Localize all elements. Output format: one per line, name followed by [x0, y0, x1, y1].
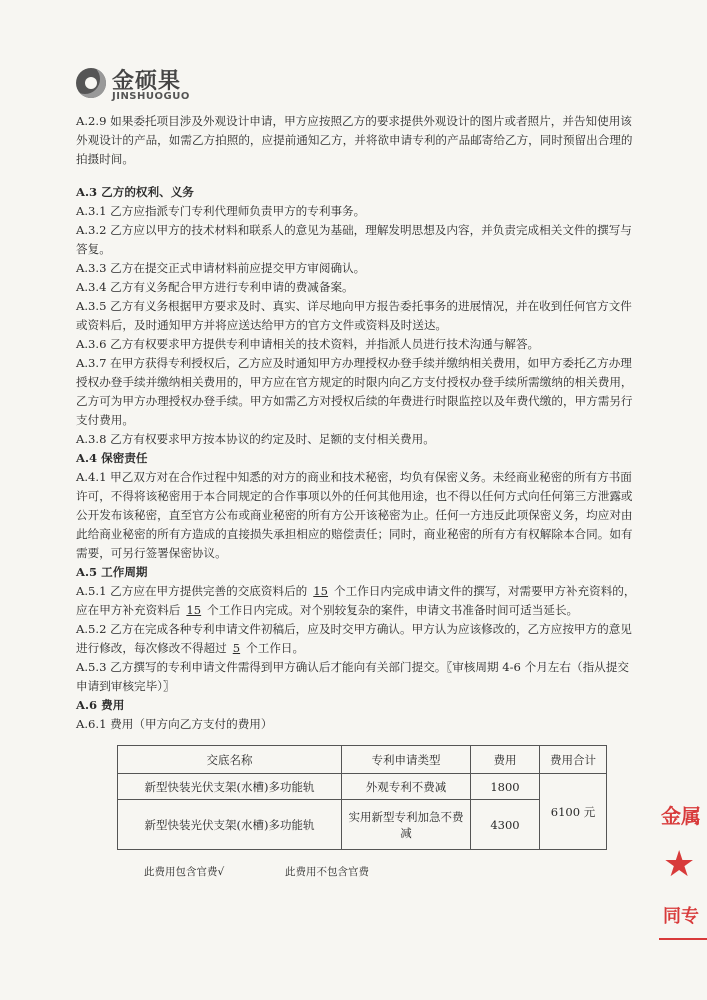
note-includes-official-fee: 此费用包含官费√ [144, 866, 225, 878]
table-header: 交底名称 [118, 746, 342, 774]
table-header: 费用 [471, 746, 540, 774]
table-header: 费用合计 [540, 746, 607, 774]
table-cell: 实用新型专利加急不费减 [342, 800, 471, 850]
clause-a34: A.3.4 乙方有义务配合甲方进行专利申请的费减备案。 [76, 280, 354, 294]
clause-a29: A.2.9 如果委托项目涉及外观设计申请，甲方应按照乙方的要求提供外观设计的图片或者照片，并告知使用该外观设计的产品，如需乙方拍照的，应提前通知乙方，并将欲申请专利的产品邮寄给乙方，同时预留出合理的拍摄时间。 [76, 114, 633, 166]
table-cell: 外观专利不费减 [342, 774, 471, 800]
seal-star-icon: ★ [663, 844, 696, 885]
clause-a53: A.5.3 乙方撰写的专利申请文件需得到甲方确认后才能向有关部门提交。〖审核周期 4-6 个月左右（指从提交申请到审核完毕）〗 [76, 660, 629, 693]
clause-a31: A.3.1 乙方应指派专门专利代理师负责甲方的专利事务。 [76, 204, 366, 218]
clause-a52: A.5.2 乙方在完成各种专利申请文件初稿后，应及时交甲方确认。甲方认为应该修改的，乙方应按甲方的意见进行修改，每次修改不得超过 5 个工作日。 [76, 622, 632, 655]
clause-a41: A.4.1 甲乙双方对在合作过程中知悉的对方的商业和技术秘密，均负有保密义务。未经商业秘密的所有方书面许可，不得将该秘密用于本合同规定的合作事项以外的任何其他用途，也不得以任何方式向任何第三方泄露或公开发布该秘密，直至官方公布或商业秘密的所有方公开该秘密为止。任何一方违反此项保密义务，均应对由此给商业秘密的所有方造成的直接损失承担相应的赔偿责任；同时，商业秘密的所有方有权解除本合同。如有需要，可另行签署保密协议。 [76, 470, 633, 560]
table-header-row [118, 746, 607, 774]
days-field-1: 15 [313, 584, 329, 598]
fee-table [117, 745, 607, 850]
table-cell: 1800 [471, 774, 540, 800]
clause-a61: A.6.1 费用（甲方向乙方支付的费用） [76, 717, 273, 731]
company-seal [659, 800, 707, 950]
section-a4-heading: A.4 保密责任 [76, 451, 148, 465]
seal-text-top: 金属 [661, 804, 701, 828]
logo-mark-icon [76, 68, 106, 98]
table-cell: 4300 [471, 800, 540, 850]
logo-english-name: JINSHUOGUO [112, 91, 190, 102]
table-row [118, 774, 607, 800]
note-excludes-official-fee: 此费用不包含官费 [285, 866, 369, 878]
clause-a32: A.3.2 乙方应以甲方的技术材料和联系人的意见为基础，理解发明思想及内容，并负责完成相关文件的撰写与答复。 [76, 223, 632, 256]
days-field-2: 15 [186, 603, 202, 617]
clause-a38: A.3.8 乙方有权要求甲方按本协议的约定及时、足额的支付相关费用。 [76, 432, 435, 446]
clause-a36: A.3.6 乙方有权要求甲方提供专利申请相关的技术资料，并指派人员进行技术沟通与解答。 [76, 337, 540, 351]
clause-a33: A.3.3 乙方在提交正式申请材料前应提交甲方审阅确认。 [76, 261, 366, 275]
section-a5-heading: A.5 工作周期 [76, 565, 148, 579]
company-logo [76, 64, 246, 108]
contract-body [76, 112, 636, 734]
seal-text-bottom: 同专 [663, 906, 699, 927]
days-field-3: 5 [232, 641, 241, 655]
table-header: 专利申请类型 [342, 746, 471, 774]
table-row [118, 800, 607, 850]
section-a3-heading: A.3 乙方的权利、义务 [76, 185, 194, 199]
fee-total-cell: 6100 元 [540, 774, 607, 850]
clause-a51: A.5.1 乙方应在甲方提供完善的交底资料后的 15 个工作日内完成申请文件的撰写，对需要甲方补充资料的，应在甲方补充资料后 15 个工作日内完成。对个别较复杂的案件，申请文书准备时间可适当延长。 [76, 584, 636, 617]
seal-border [659, 938, 707, 940]
logo-chinese-name: 金硕果 [112, 69, 182, 94]
section-a6-heading: A.6 费用 [76, 698, 125, 712]
clause-a35: A.3.5 乙方有义务根据甲方要求及时、真实、详尽地向甲方报告委托事务的进展情况，并在收到任何官方文件或资料后，及时通知甲方并将应送达给甲方的官方文件或资料及时送达。 [76, 299, 632, 332]
table-cell: 新型快装光伏支架(水槽)多功能轨 [118, 800, 342, 850]
clause-a37: A.3.7 在甲方获得专利授权后，乙方应及时通知甲方办理授权办登手续并缴纳相关费用，如甲方委托乙方办理授权办登手续并缴纳相关费用的，甲方应在官方规定的时限内向乙方支付授权办登手续所需缴纳的相关费用，乙方可为甲方办理授权办登手续。甲方如需乙方对授权后续的年费进行时限监控以及年费代缴的，甲方需另行支付费用。 [76, 356, 633, 427]
table-cell: 新型快装光伏支架(水槽)多功能轨 [118, 774, 342, 800]
